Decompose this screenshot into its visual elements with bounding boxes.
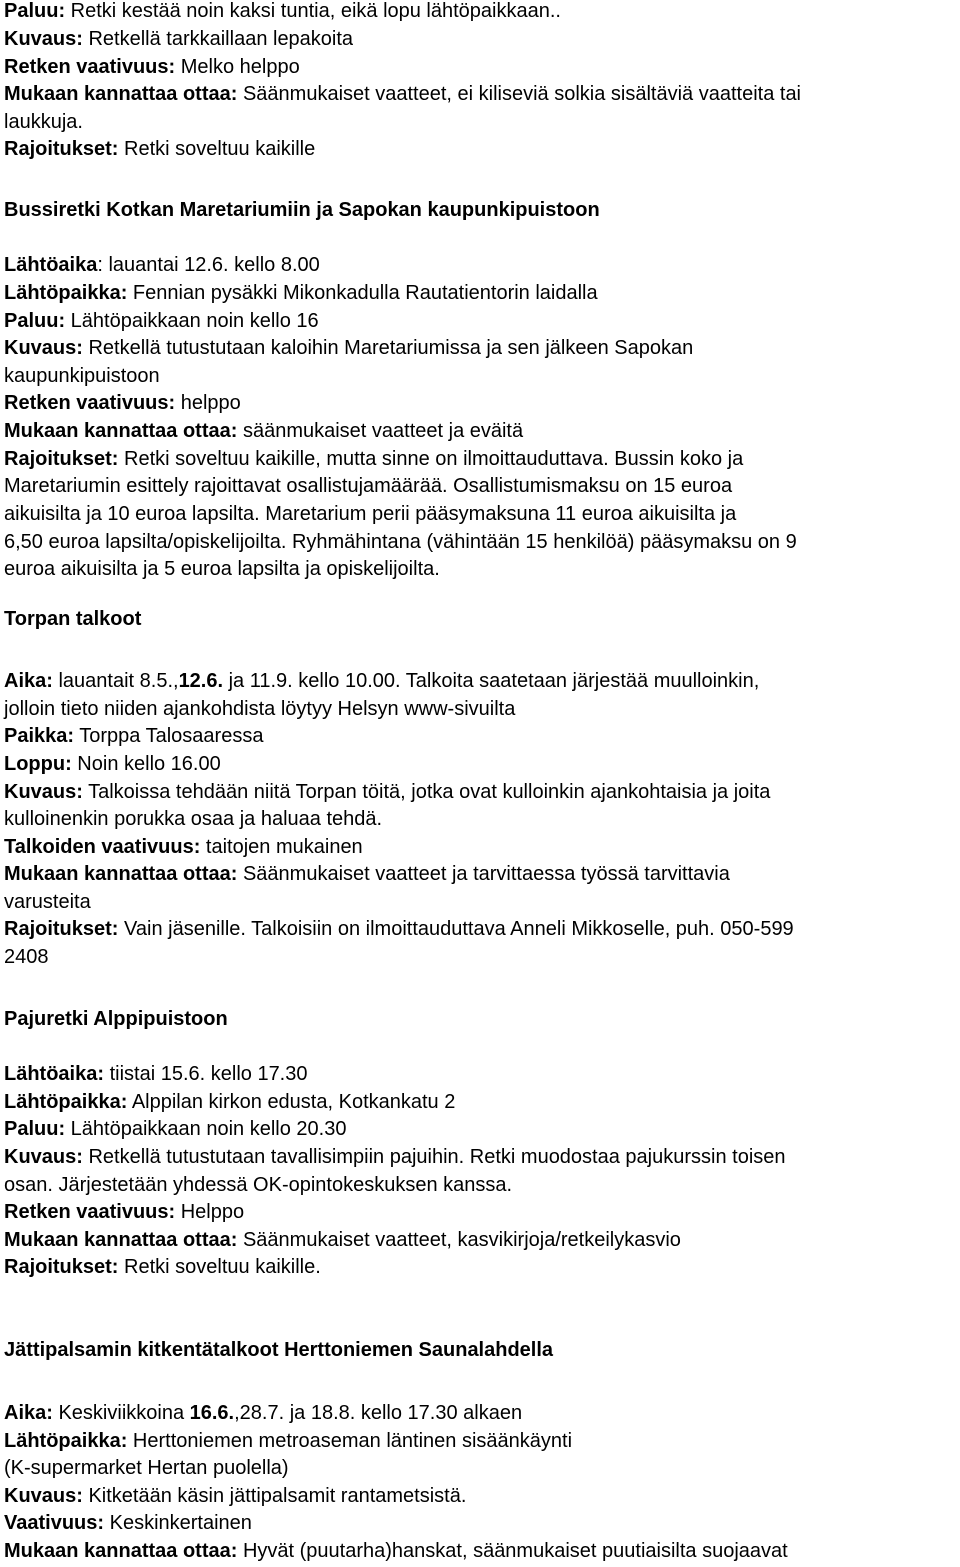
field-value: Lähtöpaikkaan noin kello 16	[65, 310, 319, 332]
field-label: Aika:	[4, 670, 53, 692]
s3-line-vaativuus	[4, 834, 363, 861]
field-value: helppo	[175, 392, 241, 414]
field-value: Retki soveltuu kaikille.	[118, 1256, 321, 1278]
field-label: Paikka:	[4, 725, 75, 747]
s3-line-rajoitukset	[4, 916, 794, 943]
field-label: Kuvaus:	[4, 1485, 83, 1507]
field-value: Kitketään käsin jättipalsamit rantametsistä.	[82, 1485, 467, 1507]
field-label: Lähtöpaikka:	[4, 1430, 128, 1452]
field-label: Loppu:	[4, 753, 72, 775]
block1-line-rajoitukset	[4, 136, 315, 163]
block1-line-paluu	[4, 0, 561, 25]
field-label: Mukaan kannattaa ottaa:	[4, 1540, 238, 1562]
s2-line-kuvaus-cont	[4, 363, 160, 390]
field-label: Kuvaus:	[4, 337, 83, 359]
block1-line-mukaan-cont	[4, 109, 83, 136]
field-label: Mukaan kannattaa ottaa:	[4, 1229, 238, 1251]
block1-line-mukaan	[4, 81, 801, 108]
s3-line-rajoitukset-cont	[4, 944, 49, 971]
field-value: tiistai 15.6. kello 17.30	[104, 1063, 308, 1085]
field-value: Alppilan kirkon edusta, Kotkankatu 2	[127, 1091, 456, 1113]
s3-line-loppu	[4, 751, 221, 778]
field-value: varusteita	[4, 891, 91, 913]
field-value: Herttoniemen metroaseman läntinen sisäänkäynti	[127, 1430, 573, 1452]
field-value: Keskinkertainen	[104, 1512, 252, 1534]
field-label: Lähtöaika:	[4, 1063, 105, 1085]
s3-line-paikka	[4, 723, 263, 750]
s2-line-mukaan	[4, 418, 523, 445]
s2-line-vaativuus	[4, 390, 241, 417]
s5-line-lahtopaikka	[4, 1428, 572, 1455]
s4-line-vaativuus	[4, 1199, 244, 1226]
field-value: Retki soveltuu kaikille	[118, 138, 316, 160]
field-label: Rajoitukset:	[4, 1256, 119, 1278]
s5-line-vaativuus	[4, 1510, 252, 1537]
field-value: taitojen mukainen	[200, 836, 363, 858]
field-label: Kuvaus:	[4, 28, 83, 50]
field-value: lauantait 8.5.,	[52, 670, 179, 692]
field-label: Retken vaativuus:	[4, 392, 176, 414]
field-value: aikuisilta ja 10 euroa lapsilta. Maretarium perii pääsymaksuna 11 euroa aikuisilta ja	[4, 503, 737, 525]
s2-line-kuvaus	[4, 335, 693, 362]
field-value: ,28.7. ja 18.8. kello 17.30 alkaen	[234, 1402, 523, 1424]
s4-line-lahtoaika	[4, 1061, 308, 1088]
field-value: kaupunkipuistoon	[4, 365, 160, 387]
field-value: Keskiviikkoina	[52, 1402, 190, 1424]
field-value: Säänmukaiset vaatteet ja tarvittaessa työssä tarvittavia	[237, 863, 730, 885]
field-value: (K-supermarket Hertan puolella)	[4, 1457, 289, 1479]
field-label: Mukaan kannattaa ottaa:	[4, 83, 238, 105]
field-value: Fennian pysäkki Mikonkadulla Rautatientorin laidalla	[127, 282, 598, 304]
s2-line-rajoitukset-cont-3	[4, 529, 797, 556]
field-value: 6,50 euroa lapsilta/opiskelijoilta. Ryhmähintana (vähintään 15 henkilöä) pääsymaksu on 9	[4, 531, 797, 553]
s5-line-aika	[4, 1400, 522, 1427]
field-label: Paluu:	[4, 1118, 66, 1140]
field-value-bold: 16.6.	[189, 1402, 235, 1424]
s2-line-lahtopaikka	[4, 280, 598, 307]
section-heading-pajuretki: Pajuretki Alppipuistoon	[4, 1008, 228, 1030]
field-value: Lähtöpaikkaan noin kello 20.30	[65, 1118, 347, 1140]
field-value: Talkoissa tehdään niitä Torpan töitä, jotka ovat kulloinkin ajankohtaisia ja joita	[82, 781, 771, 803]
block1-line-vaativuus	[4, 54, 300, 81]
s2-line-rajoitukset-cont-1	[4, 473, 732, 500]
field-value: kulloinenkin porukka osaa ja haluaa tehdä.	[4, 808, 383, 830]
field-label: Retken vaativuus:	[4, 56, 176, 78]
field-label: Kuvaus:	[4, 1146, 83, 1168]
field-label: Vaativuus:	[4, 1512, 105, 1534]
s3-line-mukaan-cont	[4, 889, 91, 916]
field-label: Mukaan kannattaa ottaa:	[4, 420, 238, 442]
field-value: Retki soveltuu kaikille, mutta sinne on ilmoittauduttava. Bussin koko ja	[118, 448, 744, 470]
s4-line-paluu	[4, 1116, 346, 1143]
field-label: Rajoitukset:	[4, 918, 119, 940]
field-value: Hyvät (puutarha)hanskat, säänmukaiset puutiaisilta suojaavat	[237, 1540, 788, 1562]
field-value: Retki kestää noin kaksi tuntia, eikä lopu lähtöpaikkaan..	[65, 0, 561, 22]
field-value: Säänmukaiset vaatteet, ei kiliseviä solkia sisältäviä vaatteita tai	[237, 83, 802, 105]
section-heading-torpan-talkoot: Torpan talkoot	[4, 608, 142, 630]
s5-line-mukaan	[4, 1538, 788, 1565]
s5-line-kuvaus	[4, 1483, 466, 1510]
field-value: laukkuja.	[4, 111, 83, 133]
field-value: Torppa Talosaaressa	[74, 725, 264, 747]
field-value: jolloin tieto niiden ajankohdista löytyy Helsyn www-sivuilta	[4, 698, 516, 720]
field-value: osan. Järjestetään yhdessä OK-opintokeskuksen kanssa.	[4, 1174, 513, 1196]
field-value: säänmukaiset vaatteet ja eväitä	[237, 420, 524, 442]
s4-line-rajoitukset	[4, 1254, 321, 1281]
field-value: Retkellä tarkkaillaan lepakoita	[82, 28, 354, 50]
field-label: Mukaan kannattaa ottaa:	[4, 863, 238, 885]
s2-line-lahtoaika	[4, 252, 320, 279]
field-value: Retkellä tutustutaan tavallisimpiin pajuihin. Retki muodostaa pajukurssin toisen	[82, 1146, 786, 1168]
s2-line-rajoitukset	[4, 446, 743, 473]
section-heading-jattipalsami: Jättipalsamin kitkentätalkoot Herttoniemen Saunalahdella	[4, 1339, 554, 1361]
field-label: Rajoitukset:	[4, 448, 119, 470]
s3-line-aika	[4, 668, 759, 695]
field-label: Retken vaativuus:	[4, 1201, 176, 1223]
field-label: Talkoiden vaativuus:	[4, 836, 201, 858]
field-value-bold: 12.6.	[178, 670, 224, 692]
field-value: Retkellä tutustutaan kaloihin Maretariumissa ja sen jälkeen Sapokan	[82, 337, 694, 359]
field-label: Lähtöaika	[4, 254, 98, 276]
field-value: Maretariumin esittely rajoittavat osallistujamäärää. Osallistumismaksu on 15 euroa	[4, 475, 733, 497]
s5-line-lahtopaikka-cont	[4, 1455, 289, 1482]
field-value: 2408	[4, 946, 49, 968]
s3-line-mukaan	[4, 861, 730, 888]
s2-line-paluu	[4, 308, 319, 335]
field-label: Rajoitukset:	[4, 138, 119, 160]
s3-line-kuvaus	[4, 779, 770, 806]
field-value: ja 11.9. kello 10.00. Talkoita saatetaan järjestää muulloinkin,	[223, 670, 760, 692]
s3-line-kuvaus-cont	[4, 806, 382, 833]
field-value: Noin kello 16.00	[71, 753, 221, 775]
field-label: Kuvaus:	[4, 781, 83, 803]
field-value: Helppo	[175, 1201, 245, 1223]
s3-line-aika-cont	[4, 696, 515, 723]
s4-line-kuvaus-cont	[4, 1172, 512, 1199]
field-value: euroa aikuisilta ja 5 euroa lapsilta ja opiskelijoilta.	[4, 558, 440, 580]
field-value: Säänmukaiset vaatteet, kasvikirjoja/retkeilykasvio	[237, 1229, 681, 1251]
section-heading-bussiretki: Bussiretki Kotkan Maretariumiin ja Sapokan kaupunkipuistoon	[4, 199, 600, 221]
s4-line-kuvaus	[4, 1144, 786, 1171]
field-value: Melko helppo	[175, 56, 300, 78]
field-label: Aika:	[4, 1402, 53, 1424]
s2-line-rajoitukset-cont-4	[4, 556, 440, 583]
field-label: Paluu:	[4, 0, 66, 22]
field-label: Paluu:	[4, 310, 66, 332]
s4-line-mukaan	[4, 1227, 681, 1254]
s4-line-lahtopaikka	[4, 1089, 455, 1116]
s2-line-rajoitukset-cont-2	[4, 501, 736, 528]
field-value: : lauantai 12.6. kello 8.00	[97, 254, 320, 276]
block1-line-kuvaus	[4, 26, 353, 53]
field-label: Lähtöpaikka:	[4, 1091, 128, 1113]
field-label: Lähtöpaikka:	[4, 282, 128, 304]
field-value: Vain jäsenille. Talkoisiin on ilmoittauduttava Anneli Mikkoselle, puh. 050-599	[118, 918, 794, 940]
